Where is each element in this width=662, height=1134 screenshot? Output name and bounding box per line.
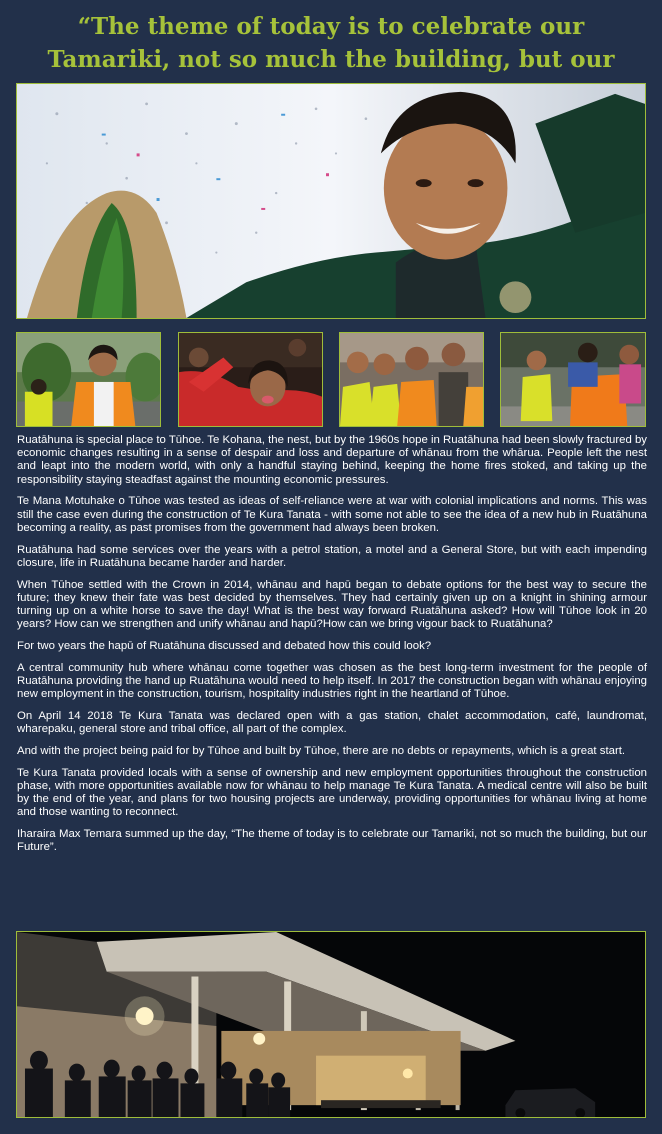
article-paragraph: And with the project being paid for by Tūhoe and built by Tūhoe, there are no debts or repayments, which is a great start. xyxy=(17,745,626,758)
article-paragraph: For two years the hapū of Ruatāhuna discussed and debated how this could look? xyxy=(17,640,432,653)
thumbnail-photo-children-walking xyxy=(500,332,646,427)
article-paragraph: Ruatāhuna had some services over the years with a petrol station, a motel and a General Store, but with each impending closure, life in Ruatāhuna became harder and harder. xyxy=(17,543,647,569)
thumbnail-photo-children-group xyxy=(339,332,484,427)
bottom-photo-building-night xyxy=(16,931,646,1118)
article-paragraph: A central community hub where whānau come together was chosen as the best long-term investment for the people of Ruatāhuna providing the hand up Ruatāhuna would need to help itself. In 2017 the construction began with whānau enjoying new employment in the construction, tourism, hospitality industries right in the heartland of Tūhoe. xyxy=(17,661,647,701)
article-body xyxy=(17,434,647,863)
thumbnail-photo-girl-hi-vis xyxy=(16,332,161,427)
headline-line-2: Tamariki, not so much the building, but our xyxy=(47,46,615,73)
hero-photo-boy-celebrating xyxy=(16,83,646,319)
thumbnail-photo-girl-red-jacket xyxy=(178,332,323,427)
article-paragraph: Ruatāhuna is special place to Tūhoe. Te Kohana, the nest, but by the 1960s hope in Ruatāhuna had been slowly fractured by economic changes resulting in a sense of despair and loss and departure of whānau from the whārua. People left the nest and leapt into the modern world, with only a handful staying behind, keeping the home fires stoked, and taking up the responsibility staying steadfast against the mounting economic pressures. xyxy=(17,434,647,486)
article-paragraph: Iharaira Max Temara summed up the day, “The theme of today is to celebrate our Tamariki, not so much the building, but our Future”. xyxy=(17,828,647,854)
article-paragraph: When Tūhoe settled with the Crown in 2014, whānau and hapū began to debate options for the best way to secure the future; they knew their fate was best decided by themselves. They had certainly given up on a knight in shining armour turning up on a white horse to save the day! What is the best way forward Ruatāhuna asked? How will Tūhoe look in 20 years? How can we strengthen and unify whānau and hapū?How can we bring vigour back to Ruatāhuna? xyxy=(17,578,647,631)
article-paragraph: Te Mana Motuhake o Tūhoe was tested as ideas of self-reliance were at war with colonial implications and norms. This was still the case even during the construction of Te Kura Tanata - with some not able to see the idea of a new hub in Ruatāhuna becoming a reality, as past promises from the government had always been broken. xyxy=(17,495,647,534)
article-paragraph: On April 14 2018 Te Kura Tanata was declared open with a gas station, chalet accommodation, café, laundromat, wharepaku, general store and tribal office, all part of the complex. xyxy=(17,710,647,736)
headline-line-1: “The theme of today is to celebrate our xyxy=(77,13,585,40)
article-paragraph: Te Kura Tanata provided locals with a sense of ownership and new employment opportunities throughout the construction phase, with more opportunities available now for whānau to help manage Te Kura Tanata. A medical centre will also be built by the end of the year, and plans for two housing projects are underway, providing opportunities for whānau living at home and those wanting to reconnect. xyxy=(17,766,647,819)
